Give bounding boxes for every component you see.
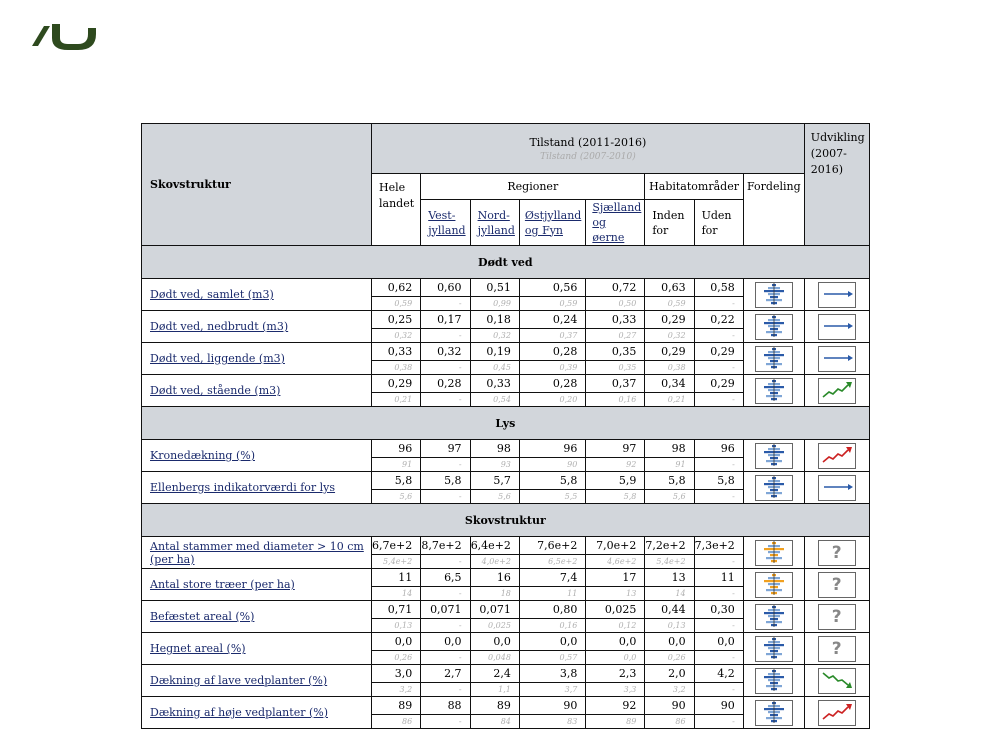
historic-value-cell: 5,6 bbox=[470, 490, 519, 504]
historic-value-cell: 0,025 bbox=[470, 619, 519, 633]
historic-value-cell: - bbox=[694, 715, 743, 729]
value-cell: 98 bbox=[645, 440, 694, 458]
tilstand-old-title: Tilstand (2007-2010) bbox=[540, 151, 636, 162]
fordeling-cell bbox=[743, 279, 804, 311]
unknown-trend-icon[interactable]: ? bbox=[818, 572, 856, 598]
fordeling-chart-icon[interactable] bbox=[755, 572, 793, 598]
historic-value-cell: 0,38 bbox=[372, 361, 421, 375]
value-cell: 0,0 bbox=[645, 633, 694, 651]
historic-value-cell: 0,38 bbox=[645, 361, 694, 375]
institution-logo-icon bbox=[30, 16, 100, 50]
section-header: Dødt ved bbox=[142, 246, 870, 279]
value-cell: 0,56 bbox=[519, 279, 585, 297]
udvikling-cell bbox=[804, 279, 869, 311]
historic-value-cell: - bbox=[694, 458, 743, 472]
value-cell: 7,4 bbox=[519, 569, 585, 587]
fordeling-cell bbox=[743, 601, 804, 633]
historic-value-cell: - bbox=[421, 587, 470, 601]
historic-value-cell: 83 bbox=[519, 715, 585, 729]
habitat-uden-header: Uden for bbox=[694, 200, 743, 246]
fordeling-cell bbox=[743, 665, 804, 697]
historic-value-cell: 14 bbox=[372, 587, 421, 601]
historic-value-cell: - bbox=[694, 361, 743, 375]
historic-value-cell: 0,26 bbox=[372, 651, 421, 665]
historic-value-cell: 86 bbox=[645, 715, 694, 729]
value-cell: 97 bbox=[586, 440, 645, 458]
udvikling-cell bbox=[804, 569, 869, 601]
historic-value-cell: 5,4e+2 bbox=[645, 555, 694, 569]
value-cell: 0,29 bbox=[694, 375, 743, 393]
indicator-name-cell bbox=[142, 697, 372, 729]
historic-value-cell: 0,20 bbox=[519, 393, 585, 407]
historic-value-cell: 0,32 bbox=[645, 329, 694, 343]
value-cell: 0,0 bbox=[694, 633, 743, 651]
indicator-name-cell bbox=[142, 569, 372, 601]
historic-value-cell: 89 bbox=[586, 715, 645, 729]
value-cell: 92 bbox=[586, 697, 645, 715]
value-cell: 0,0 bbox=[586, 633, 645, 651]
value-cell: 13 bbox=[645, 569, 694, 587]
fordeling-cell bbox=[743, 311, 804, 343]
historic-value-cell: 5,4e+2 bbox=[372, 555, 421, 569]
historic-value-cell: 4,6e+2 bbox=[586, 555, 645, 569]
historic-value-cell: - bbox=[421, 555, 470, 569]
trend-line bbox=[823, 450, 848, 462]
indicator-link[interactable]: Kronedækning (%) bbox=[150, 449, 255, 462]
value-cell: 90 bbox=[645, 697, 694, 715]
value-cell: 0,51 bbox=[470, 279, 519, 297]
fordeling-chart-icon[interactable] bbox=[755, 346, 793, 372]
region-sjaelland-link[interactable]: Sjælland og øerne bbox=[592, 201, 642, 244]
indicator-link[interactable]: Dødt ved, nedbrudt (m3) bbox=[150, 320, 289, 333]
historic-value-cell: - bbox=[694, 651, 743, 665]
indicator-name-cell bbox=[142, 665, 372, 697]
value-cell: 0,24 bbox=[519, 311, 585, 329]
region-ostjylland-link[interactable]: Østjylland og Fyn bbox=[524, 208, 582, 237]
historic-value-cell: - bbox=[694, 555, 743, 569]
historic-value-cell: 0,16 bbox=[586, 393, 645, 407]
udvikling-cell bbox=[804, 665, 869, 697]
fordeling-chart-icon[interactable] bbox=[755, 443, 793, 469]
trend-flat-arrow-icon[interactable] bbox=[818, 475, 856, 501]
historic-value-cell: 91 bbox=[372, 458, 421, 472]
value-cell: 6,5 bbox=[421, 569, 470, 587]
historic-value-cell: 0,21 bbox=[372, 393, 421, 407]
historic-value-cell: - bbox=[421, 329, 470, 343]
indicator-name-cell bbox=[142, 440, 372, 472]
value-cell: 0,29 bbox=[645, 343, 694, 361]
value-cell: 0,33 bbox=[586, 311, 645, 329]
historic-value-cell: 6,5e+2 bbox=[519, 555, 585, 569]
value-cell: 96 bbox=[694, 440, 743, 458]
indicator-link[interactable]: Dækning af lave vedplanter (%) bbox=[150, 674, 328, 687]
indicator-name-cell bbox=[142, 343, 372, 375]
trend-arrowhead bbox=[848, 484, 853, 490]
historic-value-cell: 0,37 bbox=[519, 329, 585, 343]
historic-value-cell: 90 bbox=[519, 458, 585, 472]
historic-value-cell: - bbox=[421, 393, 470, 407]
trend-flat-arrow-icon[interactable] bbox=[818, 346, 856, 372]
historic-value-cell: 0,99 bbox=[470, 297, 519, 311]
value-cell: 0,30 bbox=[694, 601, 743, 619]
section-header: Skovstruktur bbox=[142, 504, 870, 537]
habitat-header: Habitatområder bbox=[645, 174, 743, 200]
historic-value-cell: - bbox=[421, 651, 470, 665]
historic-value-cell: 5,6 bbox=[372, 490, 421, 504]
fordeling-cell bbox=[743, 472, 804, 504]
value-cell: 0,22 bbox=[694, 311, 743, 329]
historic-value-cell: 0,45 bbox=[470, 361, 519, 375]
unknown-trend-icon[interactable]: ? bbox=[818, 604, 856, 630]
historic-value-cell: - bbox=[694, 490, 743, 504]
value-cell: 7,0e+2 bbox=[586, 537, 645, 555]
table-row bbox=[142, 569, 870, 587]
table-row bbox=[142, 697, 870, 715]
value-cell: 0,29 bbox=[694, 343, 743, 361]
fordeling-chart-icon[interactable] bbox=[755, 314, 793, 340]
region-sjaelland-header bbox=[586, 200, 645, 246]
trend-arrowhead bbox=[848, 291, 853, 297]
value-cell: 89 bbox=[470, 697, 519, 715]
value-cell: 2,0 bbox=[645, 665, 694, 683]
habitat-inden-header: Inden for bbox=[645, 200, 694, 246]
historic-value-cell: 0,57 bbox=[519, 651, 585, 665]
historic-value-cell: 0,54 bbox=[470, 393, 519, 407]
udvikling-cell bbox=[804, 311, 869, 343]
historic-value-cell: - bbox=[421, 715, 470, 729]
historic-value-cell: 13 bbox=[586, 587, 645, 601]
value-cell: 5,9 bbox=[586, 472, 645, 490]
fordeling-chart-icon[interactable] bbox=[755, 668, 793, 694]
historic-value-cell: 0,12 bbox=[586, 619, 645, 633]
fordeling-cell bbox=[743, 375, 804, 407]
fordeling-chart-icon[interactable] bbox=[755, 282, 793, 308]
region-vestjylland-link[interactable]: Vest-jylland bbox=[428, 208, 466, 237]
value-cell: 0,18 bbox=[470, 311, 519, 329]
historic-value-cell: 3,7 bbox=[519, 683, 585, 697]
udvikling-cell bbox=[804, 440, 869, 472]
trend-line bbox=[823, 673, 848, 685]
table-row bbox=[142, 311, 870, 329]
table-row bbox=[142, 472, 870, 490]
historic-value-cell: 0,59 bbox=[519, 297, 585, 311]
value-cell: 16 bbox=[470, 569, 519, 587]
fordeling-chart-icon[interactable] bbox=[755, 540, 793, 566]
value-cell: 7,6e+2 bbox=[519, 537, 585, 555]
indicator-name-cell bbox=[142, 537, 372, 569]
value-cell: 96 bbox=[372, 440, 421, 458]
historic-value-cell: 0,0 bbox=[586, 651, 645, 665]
fordeling-chart-icon[interactable] bbox=[755, 636, 793, 662]
fordeling-cell bbox=[743, 537, 804, 569]
fordeling-chart-icon[interactable] bbox=[755, 604, 793, 630]
indicator-link[interactable]: Dødt ved, liggende (m3) bbox=[150, 352, 285, 365]
value-cell: 0,0 bbox=[372, 633, 421, 651]
historic-value-cell: 0,21 bbox=[645, 393, 694, 407]
value-cell: 0,29 bbox=[645, 311, 694, 329]
historic-value-cell: 0,35 bbox=[586, 361, 645, 375]
historic-value-cell: 91 bbox=[645, 458, 694, 472]
value-cell: 0,58 bbox=[694, 279, 743, 297]
historic-value-cell: 0,13 bbox=[372, 619, 421, 633]
value-cell: 0,80 bbox=[519, 601, 585, 619]
historic-value-cell: 86 bbox=[372, 715, 421, 729]
historic-value-cell: 0,59 bbox=[372, 297, 421, 311]
indicator-link[interactable]: Antal stammer med diameter > 10 cm (per ha) bbox=[150, 539, 364, 566]
udvikling-cell bbox=[804, 697, 869, 729]
historic-value-cell: - bbox=[694, 683, 743, 697]
historic-value-cell: 3,2 bbox=[645, 683, 694, 697]
historic-value-cell: 3,3 bbox=[586, 683, 645, 697]
historic-value-cell: 4,0e+2 bbox=[470, 555, 519, 569]
historic-value-cell: 0,39 bbox=[519, 361, 585, 375]
trend-flat-arrow-icon[interactable] bbox=[818, 314, 856, 340]
value-cell: 0,63 bbox=[645, 279, 694, 297]
indicator-link[interactable]: Befæstet areal (%) bbox=[150, 610, 255, 623]
value-cell: 0,72 bbox=[586, 279, 645, 297]
value-cell: 5,8 bbox=[519, 472, 585, 490]
value-cell: 3,0 bbox=[372, 665, 421, 683]
value-cell: 5,8 bbox=[421, 472, 470, 490]
value-cell: 7,2e+2 bbox=[645, 537, 694, 555]
value-cell: 5,7 bbox=[470, 472, 519, 490]
value-cell: 96 bbox=[519, 440, 585, 458]
value-cell: 6,7e+2 bbox=[372, 537, 421, 555]
table-row bbox=[142, 537, 870, 555]
value-cell: 0,33 bbox=[470, 375, 519, 393]
historic-value-cell: - bbox=[694, 393, 743, 407]
udvikling-cell bbox=[804, 601, 869, 633]
fordeling-cell bbox=[743, 633, 804, 665]
indicator-name-cell bbox=[142, 375, 372, 407]
historic-value-cell: 14 bbox=[645, 587, 694, 601]
unknown-trend-icon[interactable]: ? bbox=[818, 636, 856, 662]
indicator-link[interactable]: Dødt ved, samlet (m3) bbox=[150, 288, 274, 301]
value-cell: 0,62 bbox=[372, 279, 421, 297]
value-cell: 17 bbox=[586, 569, 645, 587]
value-cell: 0,071 bbox=[421, 601, 470, 619]
value-cell: 0,025 bbox=[586, 601, 645, 619]
trend-up-arrow-icon[interactable] bbox=[818, 378, 856, 404]
table-row bbox=[142, 343, 870, 361]
historic-value-cell: 92 bbox=[586, 458, 645, 472]
historic-value-cell: - bbox=[421, 490, 470, 504]
skovstruktur-table bbox=[141, 123, 870, 729]
indicator-name-cell bbox=[142, 601, 372, 633]
value-cell: 5,8 bbox=[645, 472, 694, 490]
udvikling-cell bbox=[804, 343, 869, 375]
value-cell: 0,28 bbox=[519, 375, 585, 393]
value-cell: 88 bbox=[421, 697, 470, 715]
indicator-name-cell bbox=[142, 279, 372, 311]
value-cell: 98 bbox=[470, 440, 519, 458]
historic-value-cell: 5,8 bbox=[586, 490, 645, 504]
trend-up-arrow-icon[interactable] bbox=[818, 700, 856, 726]
value-cell: 97 bbox=[421, 440, 470, 458]
historic-value-cell: 1,1 bbox=[470, 683, 519, 697]
regioner-header: Regioner bbox=[421, 174, 645, 200]
historic-value-cell: 18 bbox=[470, 587, 519, 601]
fordeling-chart-icon[interactable] bbox=[755, 378, 793, 404]
table-row bbox=[142, 279, 870, 297]
table-row bbox=[142, 440, 870, 458]
trend-flat-arrow-icon[interactable] bbox=[818, 282, 856, 308]
historic-value-cell: 93 bbox=[470, 458, 519, 472]
fordeling-cell bbox=[743, 697, 804, 729]
historic-value-cell: - bbox=[694, 619, 743, 633]
value-cell: 0,17 bbox=[421, 311, 470, 329]
table-row bbox=[142, 665, 870, 683]
value-cell: 0,071 bbox=[470, 601, 519, 619]
hele-landet-header: Hele landet bbox=[372, 174, 421, 246]
indicator-name-cell bbox=[142, 311, 372, 343]
value-cell: 5,8 bbox=[694, 472, 743, 490]
region-ostjylland-header bbox=[519, 200, 585, 246]
historic-value-cell: 0,26 bbox=[645, 651, 694, 665]
indicator-link[interactable]: Dødt ved, stående (m3) bbox=[150, 384, 281, 397]
value-cell: 0,44 bbox=[645, 601, 694, 619]
indicator-name-cell bbox=[142, 472, 372, 504]
fordeling-chart-icon[interactable] bbox=[755, 700, 793, 726]
section-header: Lys bbox=[142, 407, 870, 440]
value-cell: 5,8 bbox=[372, 472, 421, 490]
udvikling-cell bbox=[804, 633, 869, 665]
region-nordjylland-link[interactable]: Nord-jylland bbox=[477, 208, 515, 237]
indicator-link[interactable]: Hegnet areal (%) bbox=[150, 642, 246, 655]
trend-line bbox=[823, 707, 848, 719]
trend-line bbox=[823, 385, 848, 397]
historic-value-cell: 0,32 bbox=[372, 329, 421, 343]
historic-value-cell: 0,59 bbox=[645, 297, 694, 311]
tilstand-title: Tilstand (2011-2016) bbox=[529, 135, 647, 149]
table-row bbox=[142, 601, 870, 619]
value-cell: 0,0 bbox=[470, 633, 519, 651]
value-cell: 7,3e+2 bbox=[694, 537, 743, 555]
udvikling-cell bbox=[804, 472, 869, 504]
unknown-trend-icon[interactable]: ? bbox=[818, 540, 856, 566]
fordeling-header: Fordeling bbox=[743, 174, 804, 246]
indicator-link[interactable]: Dækning af høje vedplanter (%) bbox=[150, 706, 328, 719]
value-cell: 0,0 bbox=[519, 633, 585, 651]
historic-value-cell: 3,2 bbox=[372, 683, 421, 697]
historic-value-cell: 5,6 bbox=[645, 490, 694, 504]
value-cell: 0,0 bbox=[421, 633, 470, 651]
value-cell: 6,4e+2 bbox=[470, 537, 519, 555]
historic-value-cell: - bbox=[421, 361, 470, 375]
value-cell: 0,71 bbox=[372, 601, 421, 619]
value-cell: 90 bbox=[519, 697, 585, 715]
historic-value-cell: - bbox=[421, 458, 470, 472]
historic-value-cell: 0,16 bbox=[519, 619, 585, 633]
historic-value-cell: 11 bbox=[519, 587, 585, 601]
indicator-link[interactable]: Ellenbergs indikatorværdi for lys bbox=[150, 481, 336, 494]
historic-value-cell: 0,13 bbox=[645, 619, 694, 633]
fordeling-cell bbox=[743, 440, 804, 472]
historic-value-cell: - bbox=[421, 683, 470, 697]
value-cell: 2,4 bbox=[470, 665, 519, 683]
udvikling-header: Udvikling (2007-2016) bbox=[804, 124, 869, 246]
indicator-name-cell bbox=[142, 633, 372, 665]
fordeling-cell bbox=[743, 343, 804, 375]
value-cell: 0,37 bbox=[586, 375, 645, 393]
historic-value-cell: 5,5 bbox=[519, 490, 585, 504]
value-cell: 0,29 bbox=[372, 375, 421, 393]
value-cell: 0,35 bbox=[586, 343, 645, 361]
historic-value-cell: - bbox=[694, 329, 743, 343]
value-cell: 90 bbox=[694, 697, 743, 715]
historic-value-cell: 0,27 bbox=[586, 329, 645, 343]
historic-value-cell: 0,32 bbox=[470, 329, 519, 343]
historic-value-cell: - bbox=[421, 297, 470, 311]
value-cell: 0,28 bbox=[421, 375, 470, 393]
value-cell: 0,34 bbox=[645, 375, 694, 393]
trend-arrowhead bbox=[848, 355, 853, 361]
value-cell: 0,32 bbox=[421, 343, 470, 361]
udvikling-cell bbox=[804, 375, 869, 407]
tilstand-header bbox=[372, 124, 805, 174]
value-cell: 4,2 bbox=[694, 665, 743, 683]
value-cell: 8,7e+2 bbox=[421, 537, 470, 555]
historic-value-cell: - bbox=[694, 587, 743, 601]
value-cell: 0,25 bbox=[372, 311, 421, 329]
historic-value-cell: 0,50 bbox=[586, 297, 645, 311]
value-cell: 0,60 bbox=[421, 279, 470, 297]
table-row bbox=[142, 375, 870, 393]
value-cell: 2,3 bbox=[586, 665, 645, 683]
table-row bbox=[142, 633, 870, 651]
fordeling-cell bbox=[743, 569, 804, 601]
value-cell: 2,7 bbox=[421, 665, 470, 683]
trend-arrowhead bbox=[848, 323, 853, 329]
historic-value-cell: - bbox=[421, 619, 470, 633]
udvikling-cell bbox=[804, 537, 869, 569]
historic-value-cell: - bbox=[694, 297, 743, 311]
historic-value-cell: 0,048 bbox=[470, 651, 519, 665]
historic-value-cell: 84 bbox=[470, 715, 519, 729]
value-cell: 11 bbox=[694, 569, 743, 587]
col-header-skovstruktur: Skovstruktur bbox=[142, 124, 372, 246]
region-vestjylland-header bbox=[421, 200, 470, 246]
fordeling-chart-icon[interactable] bbox=[755, 475, 793, 501]
indicator-link[interactable]: Antal store træer (per ha) bbox=[150, 578, 295, 591]
value-cell: 0,28 bbox=[519, 343, 585, 361]
trend-up-arrow-icon[interactable] bbox=[818, 443, 856, 469]
value-cell: 3,8 bbox=[519, 665, 585, 683]
value-cell: 89 bbox=[372, 697, 421, 715]
region-nordjylland-header bbox=[470, 200, 519, 246]
value-cell: 0,33 bbox=[372, 343, 421, 361]
trend-down-arrow-icon[interactable] bbox=[818, 668, 856, 694]
value-cell: 11 bbox=[372, 569, 421, 587]
value-cell: 0,19 bbox=[470, 343, 519, 361]
